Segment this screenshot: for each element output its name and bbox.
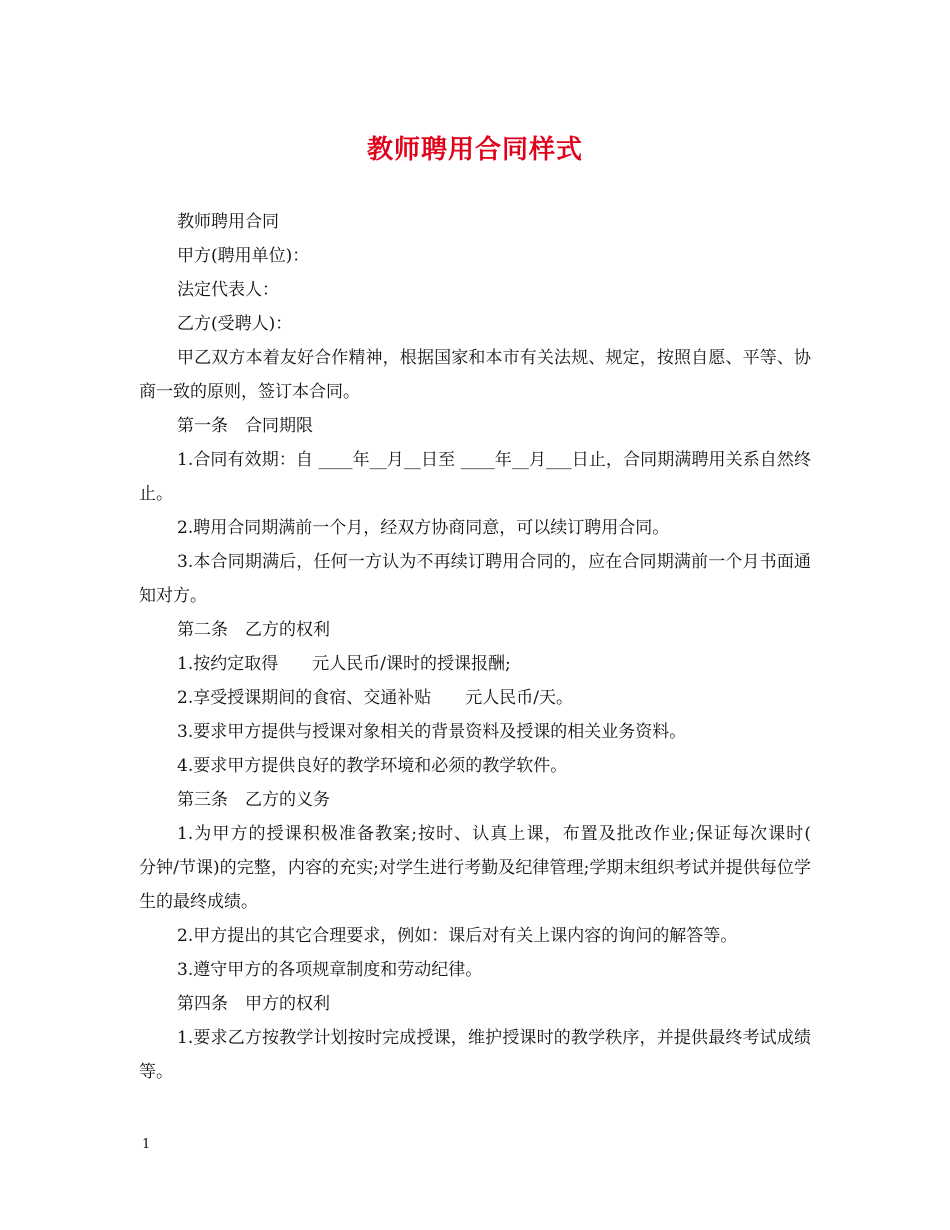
article-3-heading: 第三条 乙方的义务 <box>177 790 330 810</box>
paragraph-party-b: 乙方(受聘人)： <box>177 314 293 334</box>
article-2-clause-1: 1.按约定取得 元人民币/课时的授课报酬; <box>177 654 511 674</box>
document-body <box>139 205 845 1089</box>
article-2-clause-2: 2.享受授课期间的食宿、交通补贴 元人民币/天。 <box>177 688 573 708</box>
article-2-clause-4: 4.要求甲方提供良好的教学环境和必须的教学软件。 <box>177 756 568 776</box>
paragraph-legal-representative: 法定代表人： <box>177 280 279 300</box>
article-3-clause-1: 1.为甲方的授课积极准备教案;按时、认真上课，布置及批改作业;保证每次课时( 分钟/节课)的完整，内容的充实;对学生进行考勤及纪律管理;学期末组织考试并提供每位学生的最终成绩。 <box>139 824 845 912</box>
article-1-clause-3: 3.本合同期满后，任何一方认为不再续订聘用合同的，应在合同期满前一个月书面通知对方。 <box>139 552 811 606</box>
page-number: 1 <box>142 1137 151 1152</box>
article-3-clause-2: 2.甲方提出的其它合理要求，例如：课后对有关上课内容的询问的解答等。 <box>177 926 738 946</box>
article-1-clause-2: 2.聘用合同期满前一个月，经双方协商同意，可以续订聘用合同。 <box>177 518 670 538</box>
article-1-clause-1: 1.合同有效期：自 ____年__月__日至 ____年__月___日止，合同期满聘用关系自然终止。 <box>139 450 811 504</box>
paragraph-preamble: 甲乙双方本着友好合作精神，根据国家和本市有关法规、规定，按照自愿、平等、协商一致的原则，签订本合同。 <box>139 348 811 402</box>
article-1-heading: 第一条 合同期限 <box>177 416 313 436</box>
article-3-clause-3: 3.遵守甲方的各项规章制度和劳动纪律。 <box>177 960 483 980</box>
document-title: 教师聘用合同样式 <box>366 135 583 165</box>
article-4-heading: 第四条 甲方的权利 <box>177 994 330 1014</box>
article-4-clause-1: 1.要求乙方按教学计划按时完成授课，维护授课时的教学秩序，并提供最终考试成绩等。 <box>139 1028 811 1082</box>
article-2-heading: 第二条 乙方的权利 <box>177 620 330 640</box>
paragraph-contract-name: 教师聘用合同 <box>177 212 279 232</box>
article-2-clause-3: 3.要求甲方提供与授课对象相关的背景资料及授课的相关业务资料。 <box>177 722 687 742</box>
paragraph-party-a: 甲方(聘用单位)： <box>177 246 310 266</box>
